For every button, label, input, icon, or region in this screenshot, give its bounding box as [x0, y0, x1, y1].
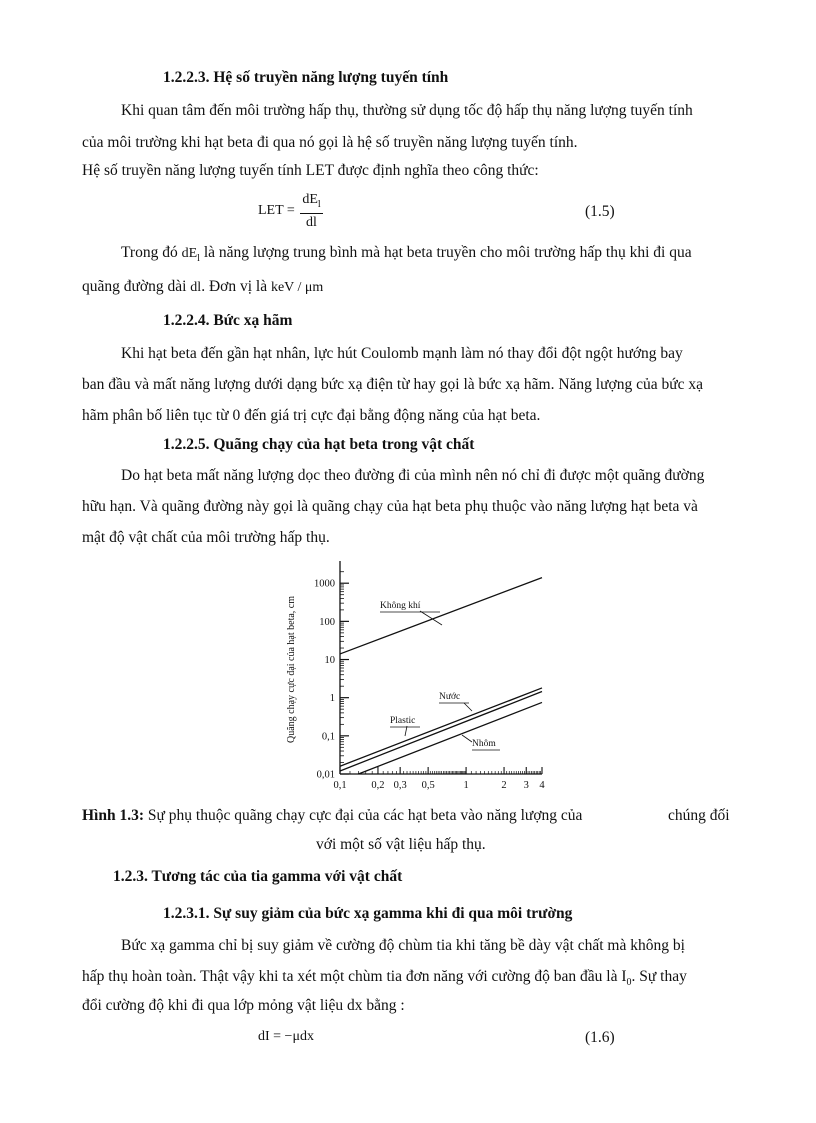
equation-denominator: dl	[306, 214, 317, 230]
paragraph-line	[121, 243, 692, 269]
equation-fraction	[300, 191, 322, 231]
series-label-plastic: Plastic	[390, 716, 416, 726]
figure-caption-line-1	[82, 806, 582, 826]
beta-range-chart	[272, 555, 572, 800]
paragraph-line: Do hạt beta mất năng lượng dọc theo đường đi của mình nên nó chỉ đi được một quãng đường	[121, 467, 705, 484]
text-run: Trong đó	[121, 244, 178, 261]
x-tick-label: 1	[463, 780, 469, 791]
paragraph-line: Khi quan tâm đến môi trường hấp thụ, thường sử dụng tốc độ hấp thụ năng lượng tuyến tính	[121, 102, 693, 119]
paragraph-line: mật độ vật chất của môi trường hấp thụ.	[82, 529, 330, 546]
series-label-water: Nước	[439, 692, 461, 702]
text-run: . Đơn vị là	[201, 278, 268, 295]
series-line-aluminum	[358, 702, 542, 774]
symbol: dE	[181, 246, 198, 261]
symbol-subscript: l	[197, 252, 200, 264]
paragraph-line: hữu hạn. Và quãng đường này gọi là quãng chạy của hạt beta phụ thuộc vào năng lượng hạt beta và	[82, 498, 698, 515]
series-label-leader	[464, 703, 472, 711]
equation-number: (1.6)	[585, 1029, 615, 1046]
section-heading-1-2-2-3: 1.2.2.3. Hệ số truyền năng lượng tuyến tính	[163, 69, 449, 86]
caption-label: Hình 1.3:	[82, 807, 145, 824]
y-tick-label: 10	[324, 655, 335, 667]
section-heading-1-2-3-1: 1.2.3.1. Sự suy giảm của bức xạ gamma khi đi qua môi trường	[163, 905, 573, 922]
series-label-aluminum: Nhôm	[472, 739, 496, 749]
text-run: quãng đường dài	[82, 278, 187, 295]
figure-caption-tail: chúng đối	[668, 807, 730, 824]
series-label-leader	[405, 726, 407, 736]
numerator-symbol: dE	[302, 192, 318, 207]
section-heading-1-2-2-5: 1.2.2.5. Quãng chạy của hạt beta trong vật chất	[163, 436, 475, 453]
intensity-subscript: 0	[626, 977, 632, 989]
x-tick-label: 0,5	[421, 780, 435, 791]
numerator-subscript: l	[317, 198, 321, 210]
x-tick-label: 0,3	[393, 780, 407, 791]
section-heading-1-2-2-4: 1.2.2.4. Bức xạ hãm	[163, 312, 293, 329]
paragraph-line: Hệ số truyền năng lượng tuyến tính LET được định nghĩa theo công thức:	[82, 162, 539, 179]
x-tick-label: 0,1	[333, 780, 347, 791]
equation-number: (1.5)	[585, 203, 615, 220]
paragraph-line	[82, 277, 323, 298]
caption-text: Sự phụ thuộc quãng chạy cực đại của các hạt beta vào năng lượng của	[147, 807, 583, 824]
y-axis-title: Quãng chạy cực đại của hạt beta, cm	[286, 595, 297, 744]
paragraph-line: của môi trường khi hạt beta đi qua nó gọi là hệ số truyền năng lượng tuyến tính.	[82, 134, 578, 151]
x-tick-label: 2	[501, 780, 507, 791]
x-tick-label: 4	[539, 780, 545, 791]
inline-symbol	[181, 246, 200, 264]
text-run: hấp thụ hoàn toàn. Thật vậy khi ta xét một chùm tia đơn năng với cường độ ban đầu là I	[82, 968, 627, 985]
y-tick-label: 0,01	[316, 769, 335, 781]
y-tick-label: 0,1	[321, 731, 335, 743]
series-line-plastic	[340, 692, 542, 771]
equation-lhs: LET =	[258, 203, 295, 219]
paragraph-line: ban đầu và mất năng lượng dưới dạng bức xạ điện từ hay gọi là bức xạ hãm. Năng lượng của bức xạ	[82, 376, 703, 393]
equation-1-5	[258, 191, 323, 231]
x-tick-label: 3	[523, 780, 529, 791]
series-label-leader	[462, 735, 472, 742]
section-heading-1-2-3: 1.2.3. Tương tác của tia gamma với vật chất	[113, 868, 403, 885]
y-tick-label: 100	[319, 616, 335, 628]
equation-1-6: dI = −μdx	[258, 1029, 314, 1044]
paragraph-line: Bức xạ gamma chỉ bị suy giảm về cường độ chùm tia khi tăng bề dày vật chất mà không bị	[121, 937, 685, 954]
text-run: là năng lượng trung bình mà hạt beta truyền cho môi trường hấp thụ khi đi qua	[203, 244, 692, 261]
paragraph-line: hãm phân bố liên tục từ 0 đến giá trị cực đại bằng động năng của hạt beta.	[82, 407, 541, 424]
series-line-air	[340, 578, 542, 654]
inline-symbol: dl	[190, 280, 202, 295]
inline-unit: keV / μm	[270, 280, 324, 295]
paragraph-line: đổi cường độ khi đi qua lớp mỏng vật liệu dx bằng :	[82, 997, 405, 1014]
y-tick-label: 1	[329, 693, 335, 705]
paragraph-line	[82, 967, 687, 993]
figure-caption-line-2: với một số vật liệu hấp thụ.	[316, 836, 486, 853]
y-tick-label: 1000	[314, 578, 335, 590]
equation-numerator	[300, 191, 322, 214]
series-label-air: Không khí	[380, 601, 421, 611]
text-run: . Sự thay	[631, 968, 687, 985]
x-tick-label: 0,2	[371, 780, 385, 791]
paragraph-line: Khi hạt beta đến gần hạt nhân, lực hút Coulomb mạnh làm nó thay đổi đột ngột hướng bay	[121, 345, 683, 362]
